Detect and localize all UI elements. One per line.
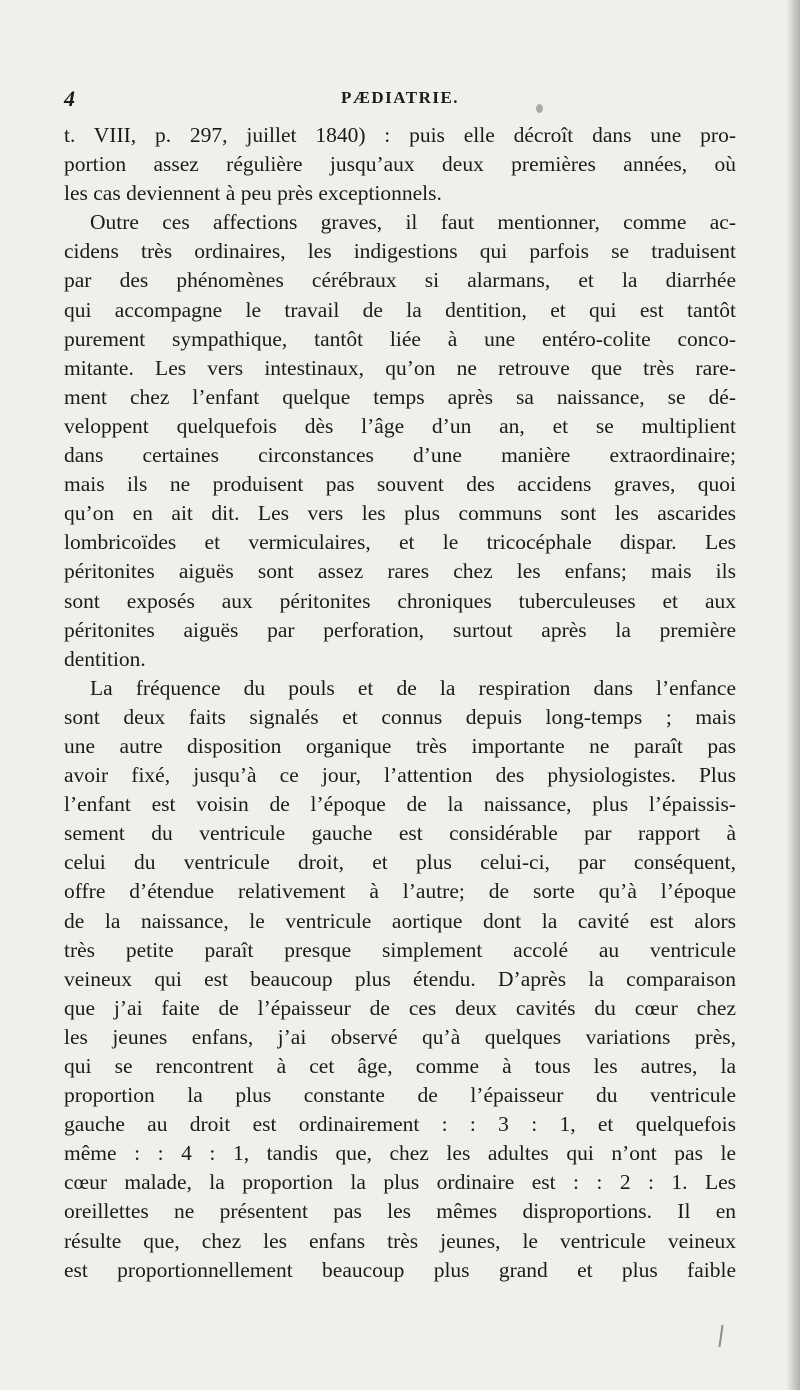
text-line: dentition. <box>64 646 146 671</box>
text-line: offre d’étendue relativement à l’autre; de sorte qu’à l’époque <box>64 879 736 904</box>
text-line: même : : 4 : 1, tandis que, chez les adultes qui n’ont pas le <box>64 1141 736 1166</box>
running-title: PÆDIATRIE. <box>340 88 460 107</box>
text-line: résulte que, chez les enfans très jeunes, le ventricule veineux <box>64 1228 736 1253</box>
text-line: cidens très ordinaires, les indigestions qui parfois se traduisent <box>64 239 736 264</box>
text-line: qui se rencontrent à cet âge, comme à tous les autres, la <box>64 1054 736 1078</box>
text-line: une autre disposition organique très importante ne paraît pas <box>64 733 736 758</box>
pencil-mark <box>718 1325 723 1347</box>
text-line: gauche au droit est ordinairement : : 3 : 1, et quelquefois <box>64 1112 736 1137</box>
text-line: les jeunes enfans, j’ai observé qu’à quelques variations près, <box>64 1024 736 1049</box>
text-line: veineux qui est beaucoup plus étendu. D’après la comparaison <box>64 966 736 991</box>
page-number: 4 <box>64 86 75 111</box>
text-line: de la naissance, le ventricule aortique dont la cavité est alors <box>64 908 736 933</box>
text-line: purement sympathique, tantôt liée à une entéro-colite conco- <box>64 326 736 351</box>
text-line: péritonites aiguës sont assez rares chez les enfans; mais ils <box>64 559 736 584</box>
text-line: proportion la plus constante de l’épaisseur du ventricule <box>64 1083 736 1108</box>
text-line: sont deux faits signalés et connus depuis long-temps ; mais <box>64 704 736 729</box>
text-line: sont exposés aux péritonites chroniques tuberculeuses et aux <box>64 588 736 613</box>
text-line: lombricoïdes et vermiculaires, et le tricocéphale dispar. Les <box>64 530 736 555</box>
text-line: oreillettes ne présentent pas les mêmes disproportions. Il en <box>64 1199 736 1224</box>
text-line: sement du ventricule gauche est considérable par rapport à <box>64 821 736 846</box>
text-line: dans certaines circonstances d’une manière extraordinaire; <box>64 443 736 468</box>
text-line: veloppent quelquefois dès l’âge d’un an, et se multiplient <box>64 413 736 438</box>
text-line: mais ils ne produisent pas souvent des accidens graves, quoi <box>64 472 736 497</box>
text-line: t. VIII, p. 297, juillet 1840) : puis elle décroît dans une pro- <box>64 123 736 147</box>
text-line: cœur malade, la proportion la plus ordinaire est : : 2 : 1. Les <box>64 1170 736 1195</box>
text-line: mitante. Les vers intestinaux, qu’on ne retrouve que très rare- <box>64 355 736 380</box>
text-line: Outre ces affections graves, il faut mentionner, comme ac- <box>90 210 736 235</box>
text-line: péritonites aiguës par perforation, surtout après la première <box>64 617 736 642</box>
text-line: avoir fixé, jusqu’à ce jour, l’attention des physiologistes. Plus <box>64 763 736 788</box>
text-line: les cas deviennent à peu près exceptionnels. <box>64 181 442 206</box>
text-line: qu’on en ait dit. Les vers les plus communs sont les ascarides <box>64 501 736 526</box>
body-text <box>64 121 736 1285</box>
text-line: par des phénomènes cérébraux si alarmans, et la diarrhée <box>64 268 736 293</box>
text-line: ment chez l’enfant quelque temps après sa naissance, se dé- <box>64 384 736 409</box>
running-header <box>64 86 736 116</box>
text-line: qui accompagne le travail de la dentition, et qui est tantôt <box>64 297 736 322</box>
text-line: La fréquence du pouls et de la respiration dans l’enfance <box>90 675 736 700</box>
text-line: est proportionnellement beaucoup plus grand et plus faible <box>64 1257 736 1282</box>
text-line: celui du ventricule droit, et plus celui-ci, par conséquent, <box>64 850 736 875</box>
text-line: très petite paraît presque simplement accolé au ventricule <box>64 937 736 962</box>
text-line: l’enfant est voisin de l’époque de la naissance, plus l’épaissis- <box>64 792 736 817</box>
ink-speck <box>536 104 543 113</box>
text-line: portion assez régulière jusqu’aux deux premières années, où <box>64 152 736 177</box>
text-line: que j’ai faite de l’épaisseur de ces deux cavités du cœur chez <box>64 995 736 1020</box>
page-edge-shadow <box>786 0 800 1390</box>
